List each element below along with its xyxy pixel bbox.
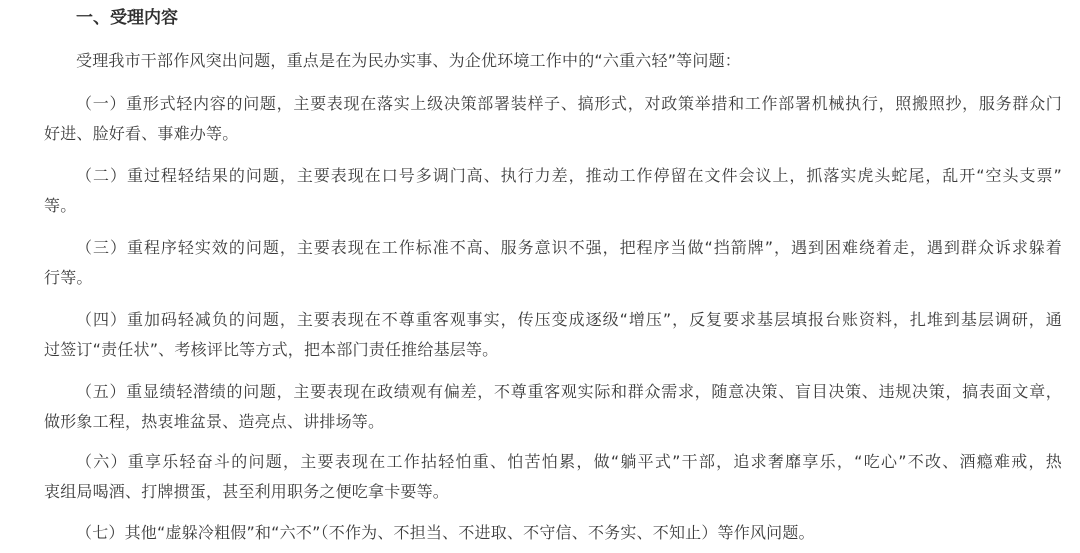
item-2-line-1: （二）重过程轻结果的问题，主要表现在口号多调门高、执行力差，推动工作停留在文件会议上，抓落实虎头蛇尾，乱开“空头支票”	[76, 166, 1062, 185]
item-4-line-2: 过签订“责任状”、考核评比等方式，把本部门责任推给基层等。	[44, 340, 499, 359]
item-paragraph-7	[44, 518, 1062, 548]
item-paragraph-5	[44, 377, 1062, 437]
item-7-line-1: （七）其他“虚躲冷粗假”和“六不”（不作为、不担当、不进取、不守信、不务实、不知止）等作风问题。	[76, 523, 815, 542]
item-paragraph-3	[44, 233, 1062, 293]
item-6-line-2: 衷组局喝酒、打牌掼蛋，甚至利用职务之便吃拿卡要等。	[44, 482, 450, 501]
item-3-line-1: （三）重程序轻实效的问题，主要表现在工作标准不高、服务意识不强，把程序当做“挡箭牌”，遇到困难绕着走，遇到群众诉求躲着	[76, 238, 1062, 257]
item-paragraph-2	[44, 161, 1062, 221]
section-heading: 一、受理内容	[76, 8, 178, 28]
item-paragraph-6	[44, 447, 1062, 507]
intro-paragraph: 受理我市干部作风突出问题，重点是在为民办实事、为企优环境工作中的“六重六轻”等问题：	[76, 51, 741, 70]
item-5-line-2: 做形象工程，热衷堆盆景、造亮点、讲排场等。	[44, 412, 385, 431]
item-4-line-1: （四）重加码轻减负的问题，主要表现在不尊重客观事实，传压变成逐级“增压”，反复要求基层填报台账资料，扎堆到基层调研，通	[76, 310, 1062, 329]
item-1-line-1: （一）重形式轻内容的问题，主要表现在落实上级决策部署装样子、搞形式，对政策举措和工作部署机械执行，照搬照抄，服务群众门	[76, 94, 1062, 113]
item-2-line-2: 等。	[44, 196, 77, 215]
item-1-line-2: 好进、脸好看、事难办等。	[44, 124, 239, 143]
item-6-line-1: （六）重享乐轻奋斗的问题，主要表现在工作拈轻怕重、怕苦怕累，做“躺平式”干部，追求奢靡享乐，“吃心”不改、酒瘾难戒，热	[76, 452, 1062, 471]
item-paragraph-1	[44, 89, 1062, 149]
item-5-line-1: （五）重显绩轻潜绩的问题，主要表现在政绩观有偏差，不尊重客观实际和群众需求，随意决策、盲目决策、违规决策，搞表面文章，	[76, 382, 1062, 401]
item-paragraph-4	[44, 305, 1062, 365]
item-3-line-2: 行等。	[44, 268, 93, 287]
